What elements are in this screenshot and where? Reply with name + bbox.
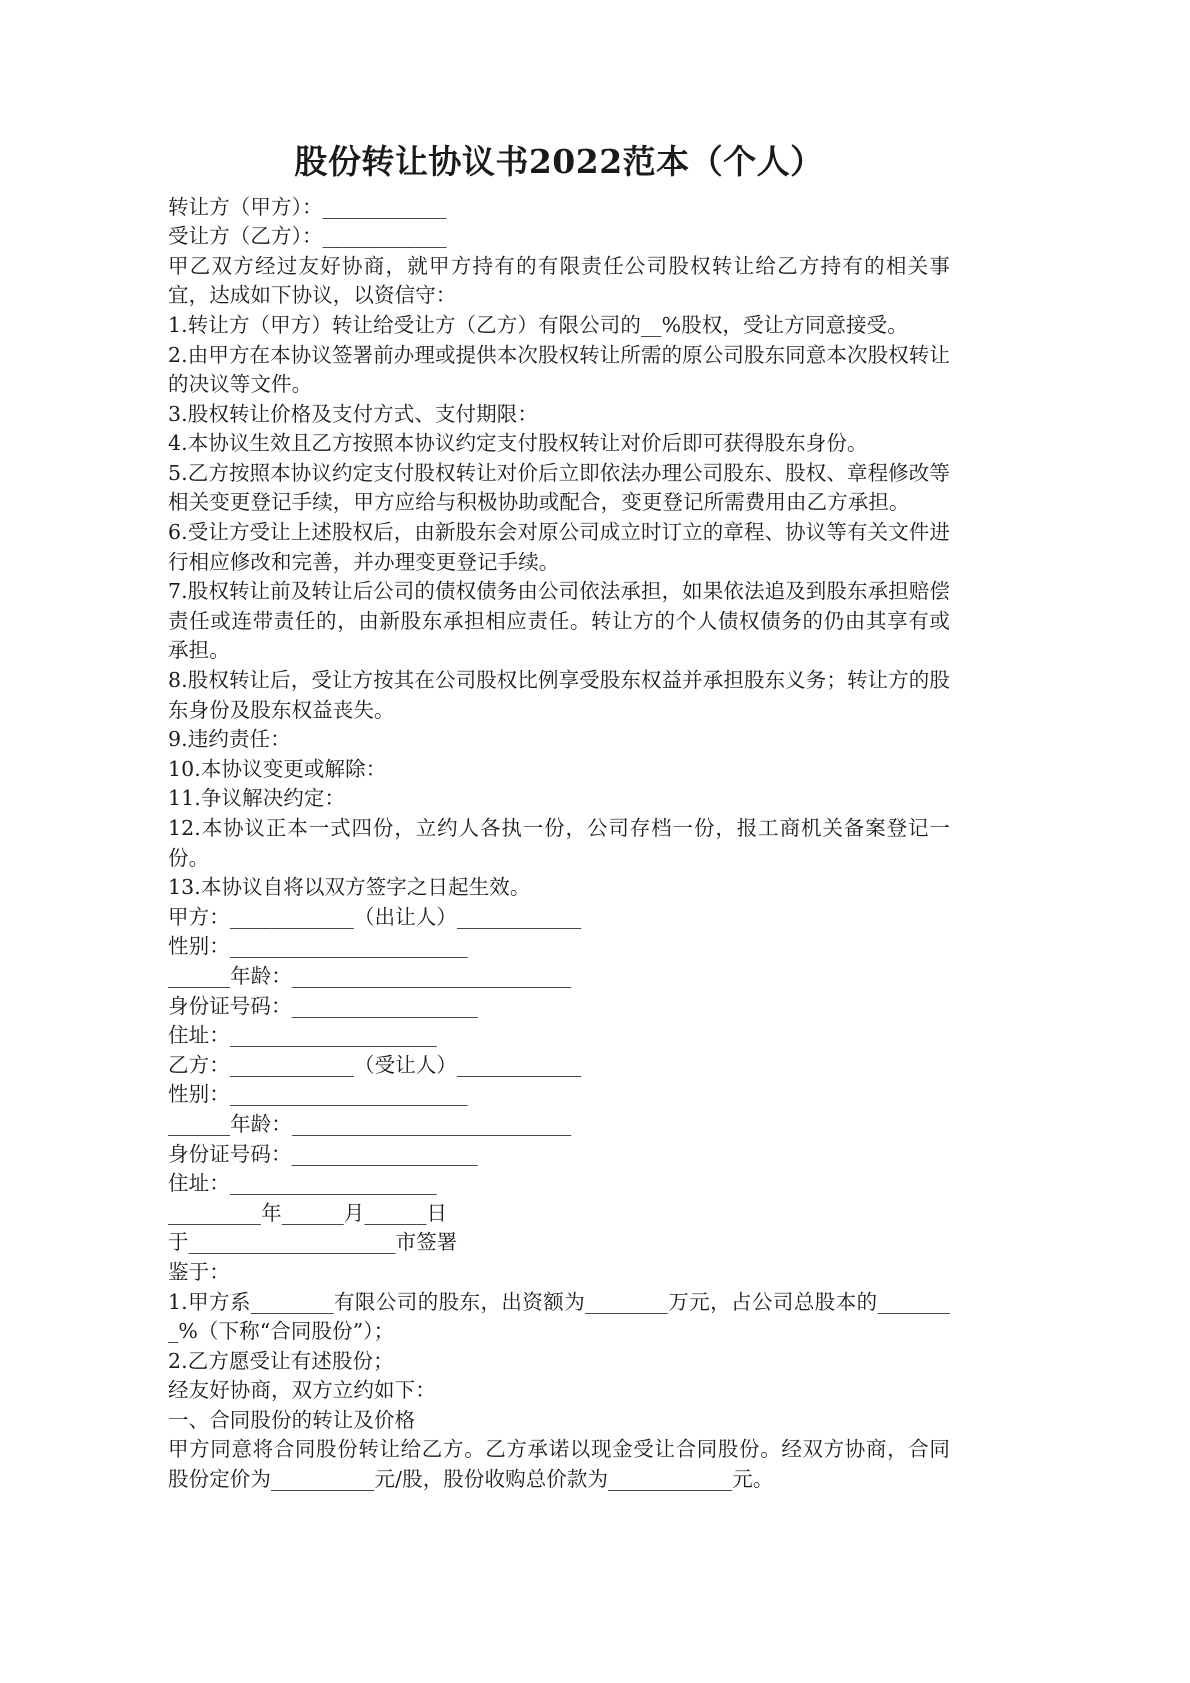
party-b-age-field: ______年龄：___________________________	[168, 1111, 572, 1136]
section-heading-one: 一、合同股份的转让及价格	[168, 1407, 416, 1432]
clause-8: 8.股权转让后，受让方按其在公司股权比例享受股东权益并承担股东义务；转让方的股东身份及股东权益丧失。	[168, 668, 950, 722]
clause-7: 7.股权转让前及转让后公司的债权债务由公司依法承担，如果依法追及到股东承担赔偿责任或连带责任的，由新股东承担相应责任。转让方的个人债权债务的仍由其享有或承担。	[168, 579, 950, 663]
paragraph-transferor-line: 转让方（甲方）：____________	[168, 194, 447, 219]
clause-13: 13.本协议自将以双方签字之日起生效。	[168, 875, 531, 900]
signing-city-field: 于____________________市签署	[168, 1230, 458, 1255]
party-a-gender-field: 性别：_______________________	[168, 934, 468, 959]
party-b-gender-field: 性别：_______________________	[168, 1082, 468, 1107]
clause-6: 6.受让方受让上述股权后，由新股东会对原公司成立时订立的章程、协议等有关文件进行相应修改和完善，并办理变更登记手续。	[168, 520, 950, 574]
recital-heading: 鉴于：	[168, 1259, 230, 1284]
clause-11: 11.争议解决约定：	[168, 786, 346, 811]
clause-5: 5.乙方按照本协议约定支付股权转让对价后立即依法办理公司股东、股权、章程修改等相关变更登记手续，甲方应给与积极协助或配合，变更登记所需费用由乙方承担。	[168, 460, 950, 515]
section-one-body: 甲方同意将合同股份转让给乙方。乙方承诺以现金受让合同股份。经双方协商，合同股份定价为__________元/股，股份收购总价款为____________元。	[168, 1437, 950, 1492]
party-a-address-field: 住址：____________________	[168, 1023, 437, 1048]
party-a-name-field: 甲方：____________（出让人）____________	[168, 904, 582, 929]
clause-1: 1.转让方（甲方）转让给受让方（乙方）有限公司的__%股权，受让方同意接受。	[168, 312, 908, 337]
party-b-id-number-field: 身份证号码：__________________	[168, 1141, 478, 1166]
page-title: 股份转让协议书2022范本（个人）	[294, 142, 824, 181]
document-body	[168, 140, 950, 1495]
party-b-name-field: 乙方：____________（受让人）____________	[168, 1052, 582, 1077]
recital-item-1: 1.甲方系________有限公司的股东，出资额为________万元，占公司总股本的________%（下称“合同股份”）；	[168, 1289, 950, 1344]
signing-date-field: _________年______月______日	[168, 1200, 448, 1225]
paragraph-preamble: 甲乙双方经过友好协商，就甲方持有的有限责任公司股权转让给乙方持有的相关事宜，达成如下协议，以资信守：	[168, 253, 950, 308]
clause-10: 10.本协议变更或解除：	[168, 756, 387, 781]
paragraph-transferee-line: 受让方（乙方）：____________	[168, 224, 447, 249]
clause-3: 3.股权转让价格及支付方式、支付期限：	[168, 401, 538, 426]
party-b-address-field: 住址：____________________	[168, 1171, 437, 1196]
clause-12: 12.本协议正本一式四份，立约人各执一份，公司存档一份，报工商机关备案登记一份。	[168, 816, 950, 870]
agreement-intro: 经友好协商，双方立约如下：	[168, 1378, 436, 1403]
party-a-age-field: ______年龄：___________________________	[168, 963, 572, 988]
clause-4: 4.本协议生效且乙方按照本协议约定支付股权转让对价后即可获得股东身份。	[168, 431, 868, 456]
party-a-id-number-field: 身份证号码：__________________	[168, 993, 478, 1018]
recital-item-2: 2.乙方愿受让有述股份；	[168, 1348, 394, 1373]
clause-9: 9.违约责任：	[168, 727, 291, 752]
clause-2: 2.由甲方在本协议签署前办理或提供本次股权转让所需的原公司股东同意本次股权转让的决议等文件。	[168, 342, 950, 397]
